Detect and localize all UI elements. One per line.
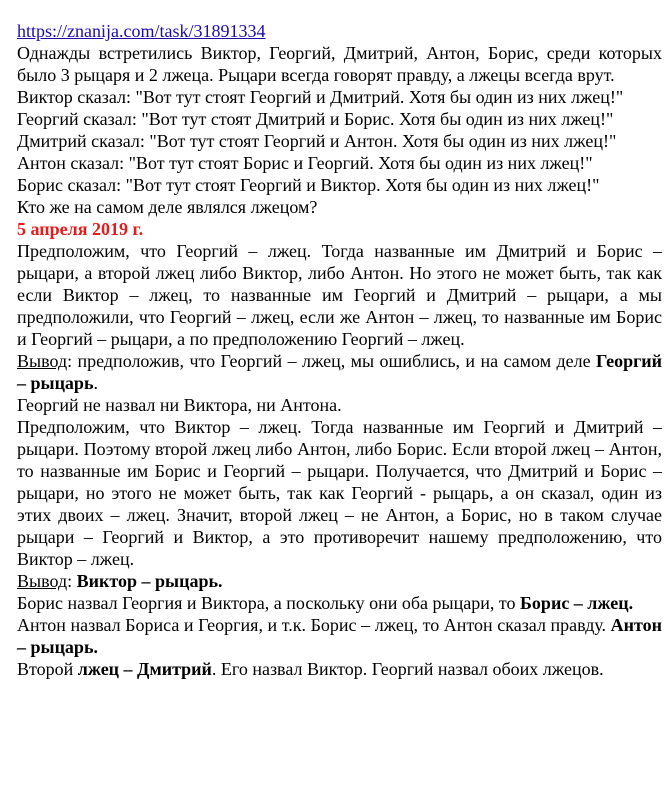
conclusion-2-result: Виктор – рыцарь. [76,571,223,591]
solution-paragraph-3: Предположим, что Виктор – лжец. Тогда названные им Георгий и Дмитрий – рыцари. Поэтому второй лжец либо Антон, либо Борис. Если второй лжец – Антон, то названные им Борис и Георгий – рыцари. Получается, что Дмитрий и Борис – рыцари, но этого не может быть, так как Георгий - рыцарь, а он сказал, один из этих двоих – лжец. Значит, второй лжец – не Антон, а Борис, но в таком случае рыцари – Георгий и Виктор, а это противоречит нашему предположению, что Виктор – лжец. [17,417,662,569]
conclusion-2: Вывод: Виктор – рыцарь. [17,571,223,591]
statement-anton: Антон сказал: "Вот тут стоят Борис и Георгий. Хотя бы один из них лжец!" [17,153,593,173]
boris-result: Борис – лжец. [520,593,634,613]
conclusion-label: Вывод [17,571,68,591]
solution-date: 5 апреля 2019 г. [17,219,144,239]
problem-intro: Однажды встретились Виктор, Георгий, Дмитрий, Антон, Борис, среди которых было 3 рыцаря и 2 лжеца. Рыцари всегда говорят правду, а лжецы всегда врут. [17,43,662,85]
solution-paragraph-4: Борис назвал Георгия и Виктора, а поскольку они оба рыцари, то Борис – лжец. [17,593,634,613]
problem-question: Кто же на самом деле являлся лжецом? [17,197,318,217]
conclusion-1-result: Георгий – рыцарь [17,351,662,393]
statement-viktor: Виктор сказал: "Вот тут стоят Георгий и Дмитрий. Хотя бы один из них лжец!" [17,87,624,107]
statement-dmitriy: Дмитрий сказал: "Вот тут стоят Георгий и Антон. Хотя бы один из них лжец!" [17,131,617,151]
solution-paragraph-2: Георгий не назвал ни Виктора, ни Антона. [17,395,342,415]
dmitriy-result: лжец – Дмитрий [77,659,212,679]
statement-georgiy: Георгий сказал: "Вот тут стоят Дмитрий и Борис. Хотя бы один из них лжец!" [17,109,614,129]
solution-paragraph-6: Второй лжец – Дмитрий. Его назвал Виктор. Георгий назвал обоих лжецов. [17,659,604,679]
conclusion-label: Вывод [17,351,68,371]
conclusion-1: Вывод: предположив, что Георгий – лжец, мы ошиблись, и на самом деле Георгий – рыцарь. [17,351,662,393]
solution-paragraph-5: Антон назвал Бориса и Георгия, и т.к. Борис – лжец, то Антон сказал правду. Антон – рыцарь. [17,615,662,657]
solution-paragraph-1: Предположим, что Георгий – лжец. Тогда названные им Дмитрий и Борис – рыцари, а второй лжец либо Виктор, либо Антон. Но этого не может быть, так как если Виктор – лжец, то названные им Георгий и Дмитрий – рыцари, а мы предположили, что Георгий – лжец, если же Антон – лжец, то названные им Борис и Георгий – рыцари, а по предположению Георгий – лжец. [17,241,662,349]
anton-result: Антон – рыцарь. [17,615,662,657]
source-link[interactable]: https://znanija.com/task/31891334 [17,21,266,41]
statement-boris: Борис сказал: "Вот тут стоят Георгий и Виктор. Хотя бы один из них лжец!" [17,175,600,195]
